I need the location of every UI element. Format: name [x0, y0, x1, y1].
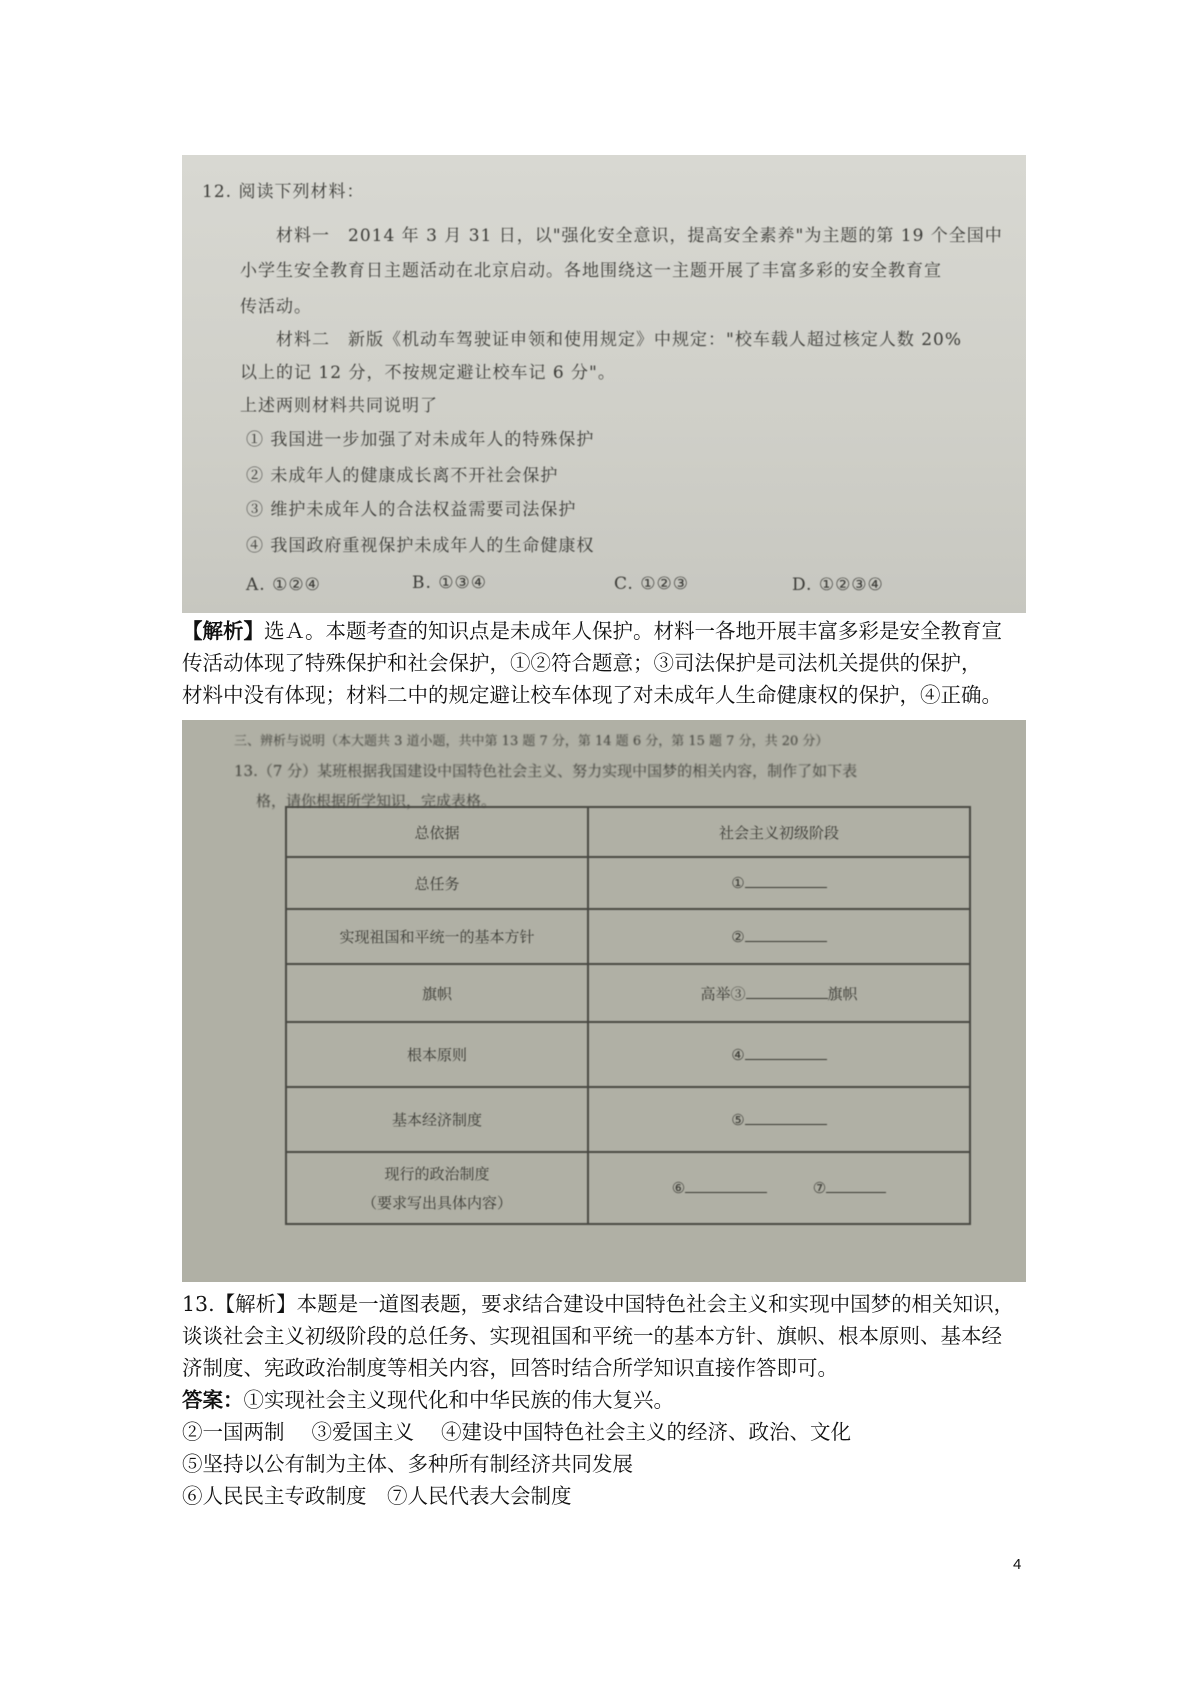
question-13-photo: [182, 720, 1026, 1282]
analysis-tag: 【解析】: [182, 619, 264, 643]
answer-tag: 答案：: [182, 1388, 244, 1412]
political-system-note: （要求写出具体内容）: [361, 1194, 512, 1212]
analysis-13-line1: 13.【解析】本题是一道图表题，要求结合建设中国特色社会主义和实现中国梦的相关知识，: [182, 1292, 1015, 1316]
analysis-13-line2: 谈谈社会主义初级阶段的总任务、实现祖国和平统一的基本方针、旗帜、根本原则、基本经: [182, 1324, 1002, 1348]
q12-option-4: ④ 我国政府重视保护未成年人的生命健康权: [246, 536, 595, 556]
blank-prefix: 高举③: [700, 984, 746, 1003]
q12-option-3: ③ 维护未成年人的合法权益需要司法保护: [246, 500, 577, 520]
table-row: [286, 1087, 970, 1152]
q12-material1-line3: 传活动。: [240, 297, 312, 317]
analysis-12-line3: 材料中没有体现；材料二中的规定避让校车体现了对未成年人生命健康权的保护，④正确。: [182, 683, 1002, 707]
q12-heading: 12. 阅读下列材料：: [202, 182, 365, 202]
q12-material2-line1: 材料二 新版《机动车驾驶证申领和使用规定》中规定："校车载人超过核定人数 20%: [276, 330, 963, 350]
q13-heading-line2: 格，请你根据所学知识，完成表格。: [256, 792, 497, 810]
table-row: [286, 964, 970, 1022]
table-cell-label: 基本经济制度: [286, 1087, 588, 1152]
blank-marker: ②: [731, 927, 745, 946]
q12-choice-a: A. ①②④: [246, 575, 321, 595]
q13-section-heading: 三、辨析与说明（本大题共 3 道小题，共中第 13 题 7 分，第 14 题 6 分，第 15 题 7 分，共 20 分）: [234, 734, 829, 749]
table-row: [286, 807, 970, 857]
blank-marker: ⑥: [671, 1179, 686, 1197]
answer-line2: ②一国两制 ③爱国主义 ④建设中国特色社会主义的经济、政治、文化: [182, 1420, 852, 1444]
q12-choice-d: D. ①②③④: [792, 575, 884, 595]
table-header-cell: 总依据: [286, 807, 588, 857]
q13-heading-line1: 13.（7 分）某班根据我国建设中国特色社会主义、努力实现中国梦的相关内容，制作了如下表: [234, 762, 858, 780]
analysis-12: [182, 615, 1032, 711]
q12-material1-line2: 小学生安全教育日主题活动在北京启动。各地围绕这一主题开展了丰富多彩的安全教育宣: [240, 261, 942, 281]
q13-table: [285, 806, 971, 1225]
answer-line3: ⑤坚持以公有制为主体、多种所有制经济共同发展: [182, 1452, 633, 1476]
analysis-12-line2: 传活动体现了特殊保护和社会保护，①②符合题意；③司法保护是司法机关提供的保护，: [182, 651, 982, 675]
question-12-photo: [182, 155, 1026, 613]
q12-choice-b: B. ①③④: [412, 573, 488, 593]
table-cell-label: 旗帜: [286, 964, 588, 1022]
q12-option-2: ② 未成年人的健康成长离不开社会保护: [246, 466, 559, 486]
answer-blank: [745, 1047, 827, 1060]
q12-material2-line2: 以上的记 12 分，不按规定避让校车记 6 分"。: [240, 363, 616, 383]
q12-stem: 上述两则材料共同说明了: [240, 396, 438, 416]
table-cell-label: 根本原则: [286, 1022, 588, 1087]
answer-blank: [826, 1180, 886, 1193]
answer-blank: [745, 1112, 827, 1125]
table-cell-label: 实现祖国和平统一的基本方针: [286, 909, 588, 964]
table-row: [286, 1152, 970, 1224]
answer-blank: [745, 929, 827, 942]
table-cell-blank: [588, 1087, 970, 1152]
blank-marker: ④: [731, 1045, 745, 1064]
answer-line1: ①实现社会主义现代化和中华民族的伟大复兴。: [243, 1388, 674, 1412]
answer-blank: [746, 986, 828, 999]
analysis-12-line1: 选Ａ。本题考查的知识点是未成年人保护。材料一各地开展丰富多彩是安全教育宣: [264, 619, 1002, 643]
answer-blank: [745, 875, 827, 888]
q12-choice-c: C. ①②③: [614, 574, 689, 594]
answer-line4: ⑥人民民主专政制度 ⑦人民代表大会制度: [182, 1484, 572, 1508]
table-cell-blank: [588, 1152, 970, 1224]
table-row: [286, 857, 970, 909]
q12-option-1: ① 我国进一步加强了对未成年人的特殊保护: [246, 430, 595, 450]
analysis-13: [182, 1288, 1032, 1512]
q12-material1-line1: 材料一 2014 年 3 月 31 日，以"强化安全意识，提高安全素养"为主题的第 19 个全国中: [276, 226, 1003, 246]
blank-marker: ⑦: [812, 1179, 827, 1197]
blank-marker: ⑤: [731, 1110, 745, 1129]
table-cell-blank: [588, 1022, 970, 1087]
table-cell-blank: [588, 857, 970, 909]
table-row: [286, 1022, 970, 1087]
analysis-13-line3: 济制度、宪政政治制度等相关内容，回答时结合所学知识直接作答即可。: [182, 1356, 838, 1380]
answer-blank: [685, 1180, 767, 1193]
table-cell-label: 总任务: [286, 857, 588, 909]
table-cell-label: [286, 1152, 588, 1224]
blank-suffix: 旗帜: [827, 984, 858, 1003]
table-cell-blank: [588, 964, 970, 1022]
table-cell-blank: [588, 909, 970, 964]
table-header-cell: 社会主义初级阶段: [588, 807, 970, 857]
political-system-label: 现行的政治制度: [384, 1165, 490, 1183]
blank-marker: ①: [731, 874, 745, 892]
page-number: 4: [1013, 1556, 1022, 1573]
table-row: [286, 909, 970, 964]
